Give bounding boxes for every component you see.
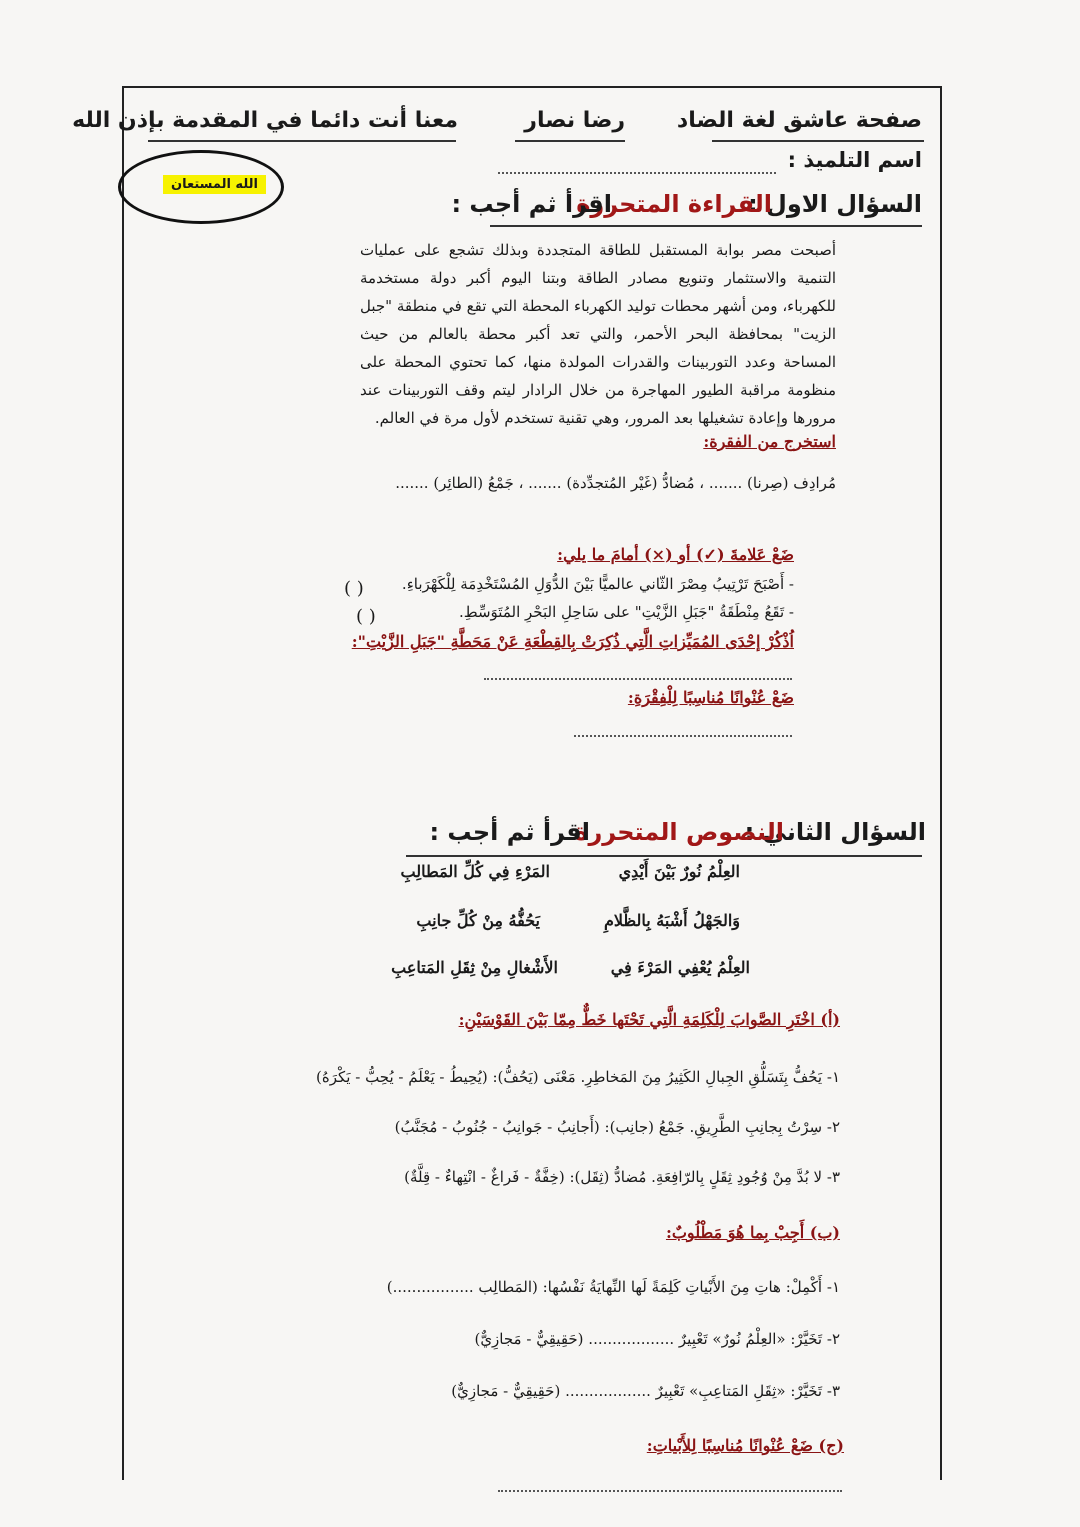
part-a-title: (أ) اخْتَرِ الصَّوابَ لِلْكَلِمَةِ الَّتِي تَحْتَها خَطٌّ مِمّا بَيْنَ القَوْسَيْنِ: bbox=[458, 1010, 840, 1029]
page-name: صفحة عاشق لغة الضاد bbox=[676, 108, 922, 133]
author-underline bbox=[515, 140, 625, 142]
q1-underline bbox=[490, 225, 922, 227]
q1-instruction: اقرأ ثم أجب : bbox=[451, 190, 612, 218]
page-name-underline bbox=[712, 140, 924, 142]
q2-instruction: اقرأ ثم أجب : bbox=[429, 818, 590, 846]
author-name: رضا نصار bbox=[524, 108, 625, 133]
extract-title: استخرج من الفقرة: bbox=[703, 432, 836, 451]
student-name-blank[interactable] bbox=[498, 172, 776, 174]
verse-1-second: المَرْءِ فِي كُلِّ المَطالِبِ bbox=[400, 862, 550, 881]
motto-underline bbox=[148, 140, 456, 142]
q2-topic: النصوص المتحررة bbox=[574, 818, 784, 846]
badge-label: الله المستعان bbox=[163, 175, 266, 194]
part-a-item-3[interactable]: ٣- لا بُدَّ مِنْ وُجُودِ ثِقَلٍ بِالرّافِعَةِ. مُضادُّ (ثِقَل): (خِفَّةٌ - فَراغٌ - انْتِهاءٌ - قِلَّةٌ) bbox=[404, 1168, 840, 1186]
mark-paren-1[interactable]: ( ) bbox=[344, 578, 364, 599]
motto: معنا أنت دائما في المقدمة بإذن الله bbox=[72, 108, 458, 133]
part-b-title: (ب) أَجِبْ بِما هُوَ مَطْلُوبٌ: bbox=[665, 1223, 840, 1242]
mark-title: ضَعْ عَلامةَ (✓) أو (×) أمامَ ما يلي: bbox=[557, 545, 794, 564]
student-name-label: اسم التلميذ : bbox=[787, 148, 922, 172]
features-answer-line[interactable] bbox=[484, 678, 792, 680]
verse-2-second: يَحُفُّهُ مِنْ كُلِّ جانِبِ bbox=[416, 911, 540, 930]
verse-1-first: العِلْمُ نُورٌ بَيْنَ أَيْدِي bbox=[618, 862, 740, 881]
part-b-item-3[interactable]: ٣- تَخَيَّرْ: «ثِقَلِ المَتاعِبِ» تَعْبِيرٌ .................. (حَقِيقِيٌّ - مَجازِيٌّ) bbox=[451, 1382, 840, 1400]
q2-title: السؤال الثاني : bbox=[744, 818, 926, 846]
q1-topic: القراءة المتحررة bbox=[576, 190, 772, 218]
part-c-title: (ج) ضَعْ عُنْوانًا مُناسِبًا لِلأَبْياتِ: bbox=[646, 1436, 844, 1455]
mark-paren-2[interactable]: ( ) bbox=[356, 606, 376, 627]
part-a-item-1[interactable]: ١- يَحُفُّ بِتَسَلُّقِ الجِبالِ الكَثِيرُ مِنَ المَخاطِرِ. مَعْنَى (يَحُفُّ): (يُحِيطُ - يَعْلَمُ - يُحِبُّ - يَكْرَهُ) bbox=[316, 1068, 840, 1086]
mark-item-2: - تَقَعُ مِنْطَقَةُ "جَبَلِ الزَّيْتِ" على سَاحِلِ البَحْرِ المُتَوَسِّطِ. bbox=[458, 603, 794, 621]
q1-title: السؤال الاول : bbox=[748, 190, 922, 218]
part-c-answer-line[interactable] bbox=[498, 1490, 842, 1492]
features-title: اُذْكُرْ إحْدَى المُمَيِّزاتِ الَّتِي ذُكِرَتْ بِالقِطْعَةِ عَنْ مَحَطَّةِ "جَبَلِ الزَّيْتِ": bbox=[351, 632, 794, 651]
extract-line[interactable]: مُرادِف (صِرنا) ....... ، مُضادُّ (غَيْر المُتجدِّدة) ....... ، جَمْعُ (الطائِر) ....... bbox=[395, 474, 836, 492]
verse-3-first: العِلْمُ يُعْفِي المَرْءَ فِي bbox=[610, 958, 750, 977]
heading-answer-line[interactable] bbox=[574, 735, 792, 737]
verse-2-first: وَالجَهْلُ أَشْبَهُ بِالظَّلامِ bbox=[603, 911, 740, 930]
part-b-item-1[interactable]: ١- أَكْمِلْ: هاتِ مِنَ الأَبْياتِ كَلِمَةً لَها النِّهايَةُ نَفْسُها: (المَطالِب .................) bbox=[386, 1278, 840, 1296]
q1-passage: أصبحت مصر بوابة المستقبل للطاقة المتجددة وبذلك تشجع على عمليات التنمية والاستثمار وتنويع مصادر الطاقة وبتنا اليوم أكبر دولة مستخدمة للكهرباء، ومن أشهر محطات توليد الكهرباء المحطة التي تقع في منطقة "جبل الزيت" بمحافظة البحر الأحمر، والتي تعد أكبر محطة بالعالم من حيث المساحة وعدد التوربينات والقدرات المولدة منها، كما تحتوي المحطة على منظومة مراقبة الطيور المهاجرة من خلال الرادار ليتم وقف التوربينات عند مرورها وإعادة تشغيلها بعد المرور، وهي تقنية تستخدم لأول مرة في العالم. bbox=[360, 241, 836, 427]
mark-item-1: - أَصْبَحَ تَرْتِيبُ مِصْرَ الثّاني عالميًّا بَيْنَ الدُّوَلِ المُسْتَخْدِمَة لِلْكَهْرَباءِ. bbox=[401, 575, 794, 593]
part-b-item-2[interactable]: ٢- تَخَيَّرْ: «العِلْمُ نُورٌ» تَعْبِيرٌ .................. (حَقِيقِيٌّ - مَجازِيٌّ) bbox=[474, 1330, 840, 1348]
q2-underline bbox=[406, 855, 922, 857]
verse-3-second: الأَشْغالِ مِنْ ثِقَلِ المَتاعِبِ bbox=[391, 958, 558, 977]
part-a-item-2[interactable]: ٢- سِرْتُ بِجانِبِ الطَّرِيقِ. جَمْعُ (جانِب): (أَجانِبُ - جَوانِبُ - جُنُوبُ - مُجَنَّبُ) bbox=[394, 1118, 840, 1136]
heading-title: ضَعْ عُنْوانًا مُناسِبًا لِلْفِقْرَةِ: bbox=[627, 688, 794, 707]
